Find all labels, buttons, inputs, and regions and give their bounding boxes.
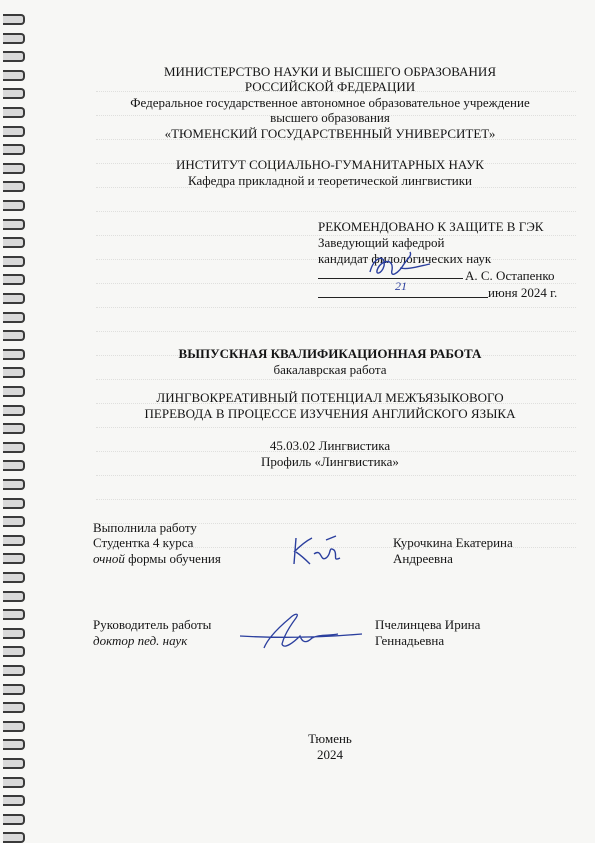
binding-ring xyxy=(3,312,25,323)
approval-title: РЕКОМЕНДОВАНО К ЗАЩИТЕ В ГЭК xyxy=(318,219,544,234)
department-name: Кафедра прикладной и теоретической лингвистики xyxy=(187,173,473,188)
supervisor-degree: доктор пед. наук xyxy=(93,633,188,648)
supervisor-name-line-2: Геннадьевна xyxy=(375,633,445,648)
student-course: Студентка 4 курса xyxy=(93,535,194,550)
binding-ring xyxy=(3,88,25,99)
binding-ring xyxy=(3,200,25,211)
binding-ring xyxy=(3,405,25,416)
binding-ring xyxy=(3,609,25,620)
institute-name: ИНСТИТУТ СОЦИАЛЬНО-ГУМАНИТАРНЫХ НАУК xyxy=(176,157,484,172)
ministry-line-2: РОССИЙСКОЙ ФЕДЕРАЦИИ xyxy=(244,79,416,94)
work-level: бакалаврская работа xyxy=(273,362,387,377)
binding-ring xyxy=(3,144,25,155)
approval-date: июня 2024 г. xyxy=(488,285,558,300)
binding-ring xyxy=(3,330,25,341)
approval-date-line xyxy=(318,297,488,298)
binding-ring xyxy=(3,702,25,713)
work-title-line-1: ЛИНГВОКРЕАТИВНЫЙ ПОТЕНЦИАЛ МЕЖЪЯЗЫКОВОГО xyxy=(156,390,504,405)
binding-ring xyxy=(3,51,25,62)
binding-ring xyxy=(3,237,25,248)
study-form-type: очной xyxy=(93,551,125,566)
bleed-through-text xyxy=(96,80,576,550)
binding-ring xyxy=(3,553,25,564)
binding-ring xyxy=(3,274,25,285)
binding-ring xyxy=(3,479,25,490)
supervisor-name-line-1: Пчелинцева Ирина xyxy=(375,617,481,632)
binding-ring xyxy=(3,163,25,174)
study-form-rest: формы обучения xyxy=(124,551,221,566)
university-name: «ТЮМЕНСКИЙ ГОСУДАРСТВЕННЫЙ УНИВЕРСИТЕТ» xyxy=(164,126,496,141)
binding-ring xyxy=(3,256,25,267)
city: Тюмень xyxy=(308,731,352,746)
binding-ring xyxy=(3,572,25,583)
binding-ring xyxy=(3,591,25,602)
work-title-line-2: ПЕРЕВОДА В ПРОЦЕССЕ ИЗУЧЕНИЯ АНГЛИЙСКОГО ЯЗЫКА xyxy=(144,406,516,421)
binding-ring xyxy=(3,219,25,230)
binding-ring xyxy=(3,646,25,657)
student-label: Выполнила работу xyxy=(93,520,197,535)
binding-ring xyxy=(3,795,25,806)
binding-ring xyxy=(3,181,25,192)
binding-ring xyxy=(3,70,25,81)
profile: Профиль «Лингвистика» xyxy=(261,454,399,469)
supervisor-signature xyxy=(234,608,369,658)
binding-ring xyxy=(3,33,25,44)
binding-ring xyxy=(3,349,25,360)
student-name-line-2: Андреевна xyxy=(393,551,453,566)
binding-ring xyxy=(3,758,25,769)
binding-ring xyxy=(3,535,25,546)
binding-ring xyxy=(3,107,25,118)
binding-ring xyxy=(3,721,25,732)
binding-ring xyxy=(3,516,25,527)
approval-date-day: 21 xyxy=(395,279,407,293)
supervisor-label: Руководитель работы xyxy=(93,617,212,632)
binding-ring xyxy=(3,126,25,137)
ministry-line-3: Федеральное государственное автономное образовательное учреждение xyxy=(130,95,530,110)
binding-ring xyxy=(3,628,25,639)
binding-ring xyxy=(3,293,25,304)
binding-ring xyxy=(3,367,25,378)
approval-degree: кандидат филологических наук xyxy=(318,251,492,266)
binding-ring xyxy=(3,442,25,453)
student-study-form xyxy=(93,551,221,566)
year: 2024 xyxy=(317,747,343,762)
approval-position: Заведующий кафедрой xyxy=(318,235,445,250)
binding-ring xyxy=(3,739,25,750)
student-name-line-1: Курочкина Екатерина xyxy=(393,535,513,550)
binding-ring xyxy=(3,814,25,825)
binding-ring xyxy=(3,777,25,788)
ministry-line-4: высшего образования xyxy=(270,110,390,125)
binding-ring xyxy=(3,460,25,471)
binding-ring xyxy=(3,832,25,843)
head-signature xyxy=(360,248,480,282)
binding-ring xyxy=(3,498,25,509)
binding-ring xyxy=(3,684,25,695)
binding-ring xyxy=(3,665,25,676)
binding-ring xyxy=(3,386,25,397)
approval-head-name: А. С. Остапенко xyxy=(465,268,555,283)
binding-ring xyxy=(3,14,25,25)
spiral-binding xyxy=(0,0,30,841)
binding-ring xyxy=(3,423,25,434)
work-type: ВЫПУСКНАЯ КВАЛИФИКАЦИОННАЯ РАБОТА xyxy=(178,346,482,361)
specialty-code: 45.03.02 Лингвистика xyxy=(269,438,391,453)
ministry-line-1: МИНИСТЕРСТВО НАУКИ И ВЫСШЕГО ОБРАЗОВАНИЯ xyxy=(163,64,496,79)
student-signature xyxy=(288,530,358,570)
